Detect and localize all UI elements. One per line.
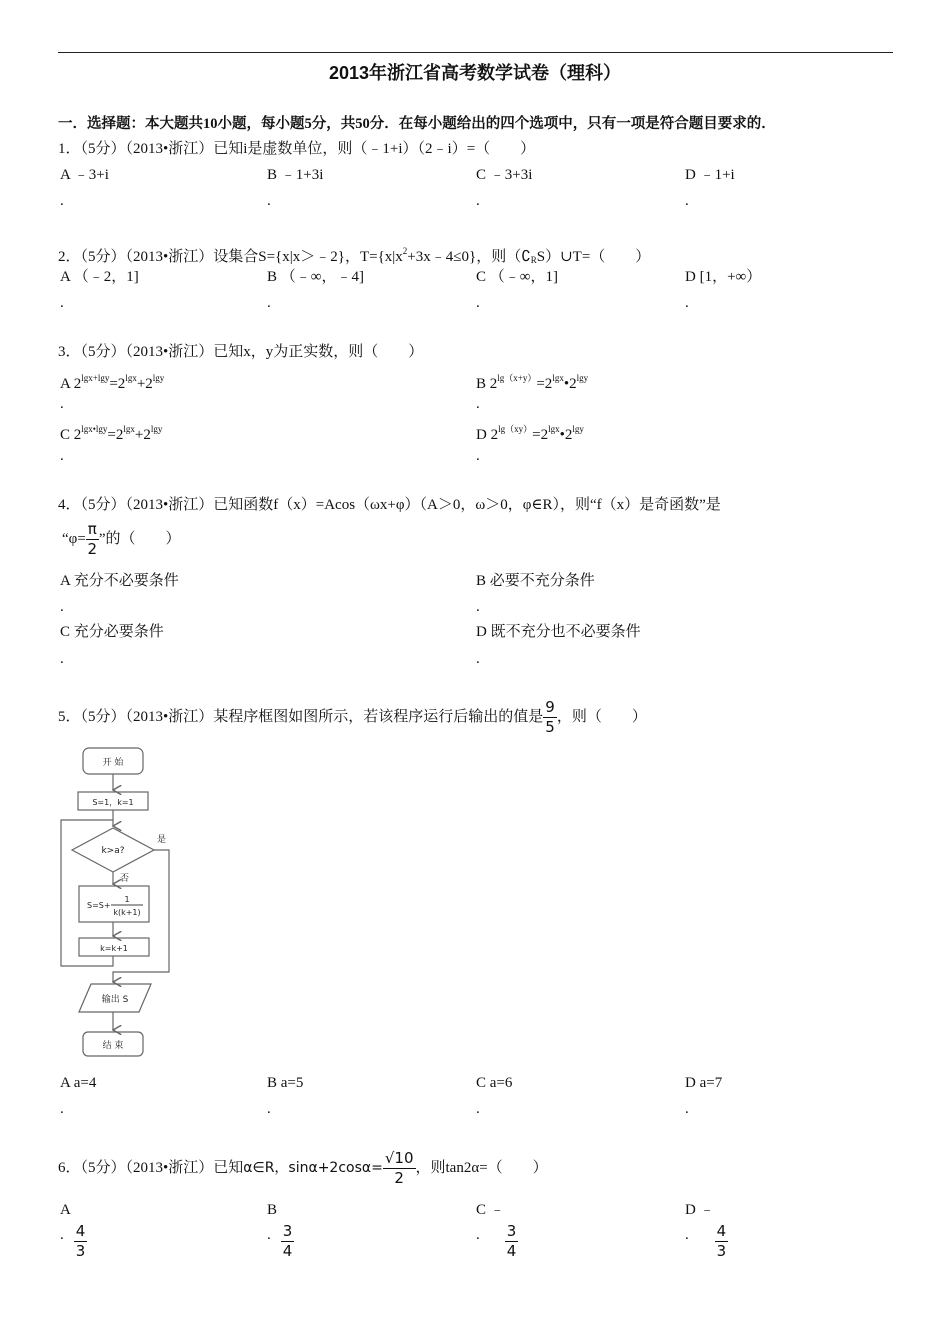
- q2-option-d: D [1，+∞）: [685, 269, 762, 285]
- q4-stem-line2: [62, 520, 180, 559]
- q3-b-exp: lgy: [576, 373, 589, 383]
- q1-option-d: D ﹣1+i: [685, 167, 735, 183]
- q6-option-a: [60, 1200, 87, 1261]
- q6-stem: [58, 1149, 548, 1188]
- q2-stem-part: S）∪T=（ ）: [536, 249, 651, 265]
- q2-stem-part: +3x﹣4≤0}，则（∁: [407, 249, 531, 265]
- q5-option-d: D a=7: [685, 1075, 723, 1091]
- fraction-numerator: π: [87, 520, 97, 539]
- option-dot: .: [60, 1101, 64, 1117]
- option-dot: .: [267, 1227, 271, 1243]
- option-sign: ﹣: [489, 1202, 505, 1218]
- q2-stem: [58, 242, 650, 269]
- q3-c-exp: lgx•lgy: [81, 424, 108, 434]
- q2-option-c: C （﹣∞，1]: [476, 269, 558, 285]
- q4-option-d: D 既不充分也不必要条件: [476, 624, 641, 640]
- option-dot: .: [476, 448, 480, 464]
- q6-stem-part: ，则tan2α=（ ）: [415, 1160, 548, 1176]
- q3-d-mid: =2: [532, 427, 549, 443]
- q1-option-a: A ﹣3+i: [60, 167, 109, 183]
- option-fraction: [281, 1222, 295, 1261]
- q5-option-a: A a=4: [60, 1075, 97, 1091]
- q3-a-mid: =2: [109, 376, 126, 392]
- fraction-numerator: 3: [282, 1222, 293, 1240]
- q3-b-exp: lgx: [552, 373, 564, 383]
- fraction-numerator: 3: [506, 1222, 517, 1240]
- option-dot: .: [60, 599, 64, 615]
- q3-option-b: [476, 369, 588, 393]
- fraction-numerator: 4: [75, 1222, 86, 1240]
- q3-b-base: B 2: [476, 376, 498, 392]
- fraction-denominator: 2: [87, 540, 98, 559]
- flow-init-label: S=1，k=1: [92, 798, 134, 807]
- flow-condition-label: k>a?: [101, 846, 125, 856]
- option-dot: .: [476, 651, 480, 667]
- q3-d-exp: lgx: [548, 424, 560, 434]
- fraction-denominator: 3: [716, 1242, 727, 1260]
- q5-stem: [58, 698, 647, 737]
- fraction-denominator: 5: [545, 718, 555, 737]
- option-fraction: [505, 1222, 519, 1261]
- section-heading: 一．选择题：本大题共10小题，每小题5分，共50分．在每小题给出的四个选项中，只有一项是符合题目要求的．: [58, 116, 776, 132]
- option-label: D: [685, 1202, 696, 1218]
- nine-fifths-fraction: [543, 698, 557, 737]
- option-dot: .: [60, 1227, 64, 1243]
- flow-increment-label: k=k+1: [100, 944, 128, 953]
- q6-math: α∈R，sinα+2cosα=: [243, 1160, 383, 1176]
- program-flowchart: [55, 742, 185, 1062]
- option-dot: .: [685, 295, 689, 311]
- q2-stem-part: 2．（5分）（2013•浙江）设集合S={x|x＞﹣2}，T={x|x: [58, 249, 403, 265]
- q5-option-c: C a=6: [476, 1075, 513, 1091]
- option-dot: .: [60, 448, 64, 464]
- q6-option-b: [267, 1200, 294, 1261]
- q3-a-exp: lgx: [125, 373, 137, 383]
- q4-option-b: B 必要不充分条件: [476, 573, 595, 589]
- fraction-denominator: 2: [394, 1169, 404, 1188]
- sqrt10-over-2-fraction: [383, 1149, 416, 1188]
- q4-option-c: C 充分必要条件: [60, 624, 164, 640]
- option-dot: .: [60, 651, 64, 667]
- option-dot: .: [685, 1227, 689, 1243]
- option-dot: .: [267, 193, 271, 209]
- q1-option-c: C ﹣3+3i: [476, 167, 533, 183]
- q4-stem-part: ”的（ ）: [98, 531, 181, 547]
- option-dot: .: [60, 193, 64, 209]
- q3-a-op: +2: [136, 376, 153, 392]
- q3-a-base: A 2: [60, 376, 82, 392]
- q3-option-d: [476, 420, 584, 444]
- q4-stem-part: “φ=: [62, 531, 86, 547]
- q1-stem: 1．（5分）（2013•浙江）已知i是虚数单位，则（﹣1+i）（2﹣i）=（ ）: [58, 141, 536, 157]
- q2-option-a: A （﹣2，1]: [60, 269, 139, 285]
- q3-c-op: +2: [134, 427, 151, 443]
- q6-stem-part: 6．（5分）（2013•浙江）已知: [58, 1160, 244, 1176]
- option-dot: .: [685, 1101, 689, 1117]
- q2-subscript: R: [530, 255, 537, 265]
- option-dot: .: [685, 193, 689, 209]
- option-dot: .: [476, 1101, 480, 1117]
- q3-a-exp: lgx+lgy: [81, 373, 110, 383]
- option-dot: .: [476, 396, 480, 412]
- fraction-denominator: 3: [75, 1242, 86, 1260]
- option-dot: .: [267, 1101, 271, 1117]
- option-label: B: [267, 1202, 278, 1218]
- q3-c-base: C 2: [60, 427, 82, 443]
- flow-update-label: S=S+: [87, 901, 111, 910]
- q3-c-exp: lgy: [150, 424, 163, 434]
- flow-start-label: 开 始: [102, 758, 124, 768]
- q5-stem-part: ，则（ ）: [556, 709, 647, 725]
- fraction-numerator: √10: [384, 1149, 414, 1168]
- q5-option-b: B a=5: [267, 1075, 304, 1091]
- flow-output-label: 输出 S: [101, 995, 129, 1005]
- q3-d-op: •2: [559, 427, 573, 443]
- q3-stem: 3．（5分）（2013•浙江）已知x，y为正实数，则（ ）: [58, 344, 424, 360]
- option-dot: .: [476, 599, 480, 615]
- pi-over-2-fraction: [86, 520, 99, 559]
- option-dot: .: [267, 295, 271, 311]
- q3-c-mid: =2: [107, 427, 124, 443]
- q2-option-b: B （﹣∞，﹣4]: [267, 269, 364, 285]
- q1-option-b: B ﹣1+3i: [267, 167, 324, 183]
- q3-option-a: [60, 369, 164, 393]
- flow-update-numerator: 1: [124, 895, 130, 904]
- flow-update-denominator: k(k+1): [113, 908, 141, 917]
- q3-b-mid: =2: [536, 376, 553, 392]
- option-dot: .: [476, 295, 480, 311]
- q3-a-exp: lgy: [152, 373, 165, 383]
- q6-option-c: [476, 1200, 518, 1261]
- q6-option-d: [685, 1200, 728, 1261]
- q2-superscript: 2: [402, 246, 408, 256]
- fraction-denominator: 4: [506, 1242, 517, 1260]
- option-fraction: [74, 1222, 88, 1261]
- q3-c-exp: lgx: [123, 424, 135, 434]
- option-dot: .: [476, 1227, 480, 1243]
- q3-d-base: D 2: [476, 427, 499, 443]
- q3-d-exp: lgy: [572, 424, 584, 434]
- flow-no-label: 否: [120, 874, 130, 884]
- q4-stem: 4．（5分）（2013•浙江）已知函数f（x）=Acos（ωx+φ）（A＞0，ω＞0，φ∈R），则“f（x）是奇函数”是: [58, 497, 721, 513]
- option-label: C: [476, 1202, 487, 1218]
- option-dot: .: [476, 193, 480, 209]
- fraction-denominator: 4: [282, 1242, 293, 1260]
- option-dot: .: [60, 295, 64, 311]
- option-fraction: [715, 1222, 729, 1261]
- q4-option-a: A 充分不必要条件: [60, 573, 179, 589]
- q3-option-c: [60, 420, 162, 444]
- q3-b-exp: lg（x+y）: [497, 373, 537, 383]
- option-label: A: [60, 1202, 71, 1218]
- q3-b-op: •2: [563, 376, 577, 392]
- option-dot: .: [60, 396, 64, 412]
- q3-d-exp: lg（xy）: [498, 424, 533, 434]
- flow-yes-label: 是: [157, 835, 167, 845]
- q5-stem-part: 5．（5分）（2013•浙江）某程序框图如图所示，若该程序运行后输出的值是: [58, 709, 544, 725]
- option-sign: ﹣: [699, 1202, 715, 1218]
- fraction-numerator: 4: [716, 1222, 727, 1240]
- flow-end-label: 结 束: [102, 1041, 124, 1051]
- page-title: 2013年浙江省高考数学试卷（理科）: [328, 63, 622, 83]
- header-rule: [58, 52, 893, 53]
- fraction-numerator: 9: [545, 698, 555, 717]
